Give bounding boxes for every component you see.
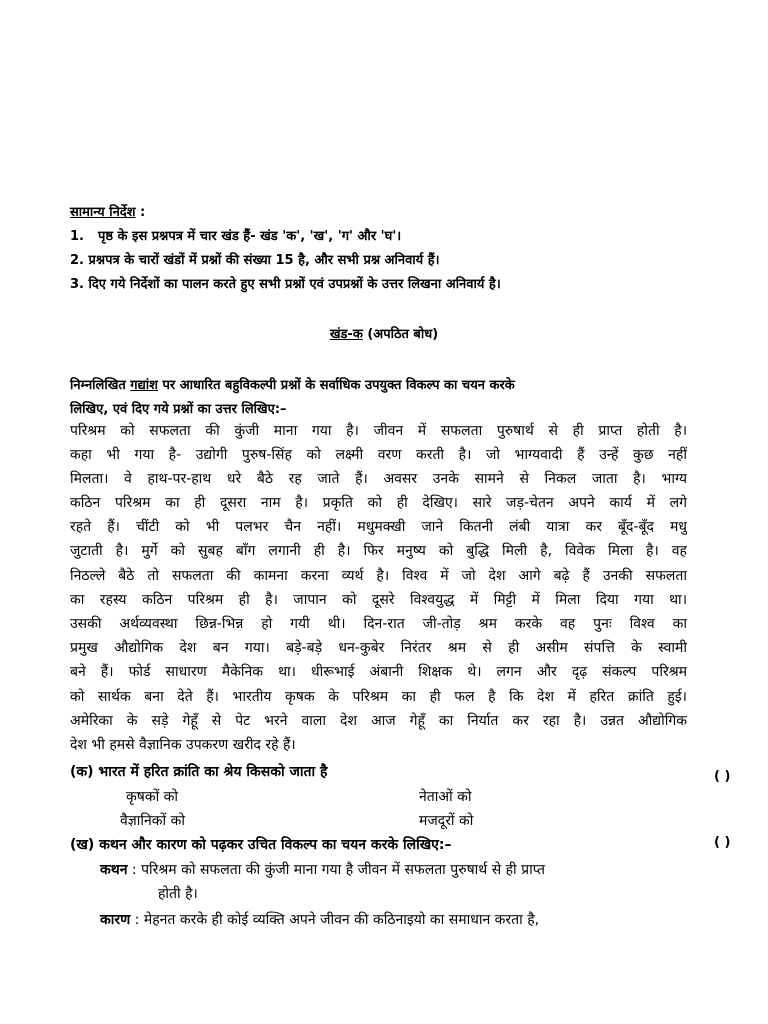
- instruction-text-after: पर आधारित बहुविकल्पी प्रश्नों के सर्वाधिक उपयुक्त विकल्प का चयन करके: [158, 378, 515, 393]
- instruction-number: 3.: [70, 277, 84, 292]
- passage-line: को सार्थक बना देते हैं। भारतीय कृषक के परिश्रम का ही फल है कि देश में हरित क्रांति हुई।: [70, 689, 687, 705]
- question-text: कथन और कारण को पढ़कर उचित विकल्प का चयन करके लिखिए:–: [94, 837, 452, 853]
- passage-line: अमेरिका के सड़े गेहूँ से पेट भरने वाला देश आज गेहूँ का निर्यात कर रहा है। उन्नत औद्योगिक: [70, 713, 687, 729]
- statement-line-2: होती है।: [158, 886, 198, 902]
- question-kha: [70, 835, 452, 854]
- statement-line-1: [100, 860, 545, 879]
- instruction-text: पृष्ठ के इस प्रश्नपत्र में चार खंड हैं- खंड 'क', 'ख', 'ग' और 'घ'।: [97, 229, 402, 244]
- section-title-text: खंड-क: [329, 327, 363, 342]
- passage-line: का रहस्य कठिन परिश्रम ही है। जापान को दूसरे विश्वयुद्ध में मिट्टी में मिला दिया गया था।: [70, 592, 687, 608]
- option-neta: नेताओं को: [419, 789, 472, 805]
- general-instructions-heading: [70, 202, 145, 220]
- reason-text: मेहनत करके ही कोई व्यक्ति अपने जीवन की कठिनाइयो का समाधान करता है,: [143, 912, 540, 928]
- question-label: (ख): [70, 837, 95, 853]
- instruction-item-3: [70, 274, 501, 292]
- question-ka: [70, 762, 327, 781]
- passage-instruction-line-1: [70, 375, 515, 393]
- passage-line: मिलता। वे हाथ-पर-हाथ धरे बैठे रह जाते हैं। अवसर उनके सामने से निकल जाता है। भाग्य: [70, 471, 687, 487]
- reason-separator: :: [130, 912, 144, 928]
- passage-line: देश भी हमसे वैज्ञानिक उपकरण खरीद रहे हैं।: [70, 737, 296, 753]
- passage-line: रहते हैं। चींटी को भी पलभर चैन नहीं। मधुमक्खी जाने कितनी लंबी यात्रा कर बूँद-बूँद मधु: [70, 519, 687, 535]
- instruction-item-2: [70, 250, 440, 268]
- statement-text: परिश्रम को सफलता की कुंजी माना गया है जीवन में सफलता पुरुषार्थ से ही प्राप्त: [141, 862, 546, 878]
- instruction-number: 1.: [70, 229, 84, 244]
- instruction-text: प्रश्नपत्र के चारों खंडों में प्रश्नों की संख्या 15 है, और सभी प्रश्न अनिवार्य हैं।: [88, 253, 440, 268]
- instruction-text-before: निम्नलिखित: [70, 378, 131, 393]
- reason-line-1: [100, 910, 539, 929]
- general-heading-suffix: :: [135, 205, 146, 220]
- statement-label: कथन: [100, 862, 128, 878]
- statement-separator: :: [127, 862, 142, 878]
- passage-line: प्रमुख औद्योगिक देश बन गया। बड़े-बड़े धन-कुबेर निरंतर श्रम से ही असीम संपत्ति के स्वामी: [70, 640, 687, 656]
- passage-line: परिश्रम को सफलता की कुंजी माना गया है। जीवन में सफलता पुरुषार्थ से ही प्राप्त होती है।: [70, 423, 687, 439]
- section-subtitle: (अपठित बोध): [362, 327, 439, 342]
- passage-line: निठल्ले बैठे तो सफलता की कामना करना व्यर्थ है। विश्व में जो देश आगे बढ़े हैं उनकी सफलता: [70, 568, 687, 584]
- answer-bracket-ka[interactable]: ( ): [714, 769, 731, 784]
- passage-line: जुटाती है। मुर्गे को सुबह बाँग लगानी ही है। फिर मनुष्य को बुद्धि मिली है, विवेक मिला है। वह: [70, 543, 687, 559]
- option-majdoor: मजदूरों को: [419, 813, 474, 829]
- reason-label: कारण: [100, 912, 131, 928]
- question-text: भारत में हरित क्रांति का श्रेय किसको जाता है: [93, 764, 328, 780]
- passage-line: उसकी अर्थव्यवस्था छिन्न-भिन्न हो गयी थी। दिन-रात जी-तोड़ श्रम करके वह पुनः विश्व का: [70, 616, 687, 632]
- instruction-text: दिए गये निर्देशों का पालन करते हुए सभी प्रश्नों एवं उपप्रश्नों के उत्तर लिखना अनिवार्य है।: [88, 277, 501, 292]
- instruction-number: 2.: [70, 253, 84, 268]
- instruction-item-1: [70, 226, 401, 244]
- question-label: (क): [70, 764, 94, 780]
- passage-line: कठिन परिश्रम का ही दूसरा नाम है। प्रकृति को ही देखिए। सारे जड़-चेतन अपने कार्य में लगे: [70, 495, 687, 511]
- general-heading-text: सामान्य निर्देश: [70, 205, 136, 220]
- answer-bracket-kha[interactable]: ( ): [714, 835, 731, 850]
- passage-line: बने हैं। फोर्ड साधारण मैकेनिक था। धीरूभाई अंबानी शिक्षक थे। लगन और दृढ़ संकल्प परिश्रम: [70, 664, 687, 680]
- instruction-underlined-word: गद्यांश: [130, 378, 159, 393]
- passage-instruction-line-2: लिखिए, एवं दिए गये प्रश्नों का उत्तर लिखिए:–: [70, 402, 287, 417]
- option-krishak: कृषकों को: [126, 789, 179, 805]
- passage-line: कहा भी गया है- उद्योगी पुरुष-सिंह को लक्ष्मी वरण करती है। जो भाग्यवादी हैं उन्हें कुछ नहीं: [70, 447, 687, 463]
- option-vaigyanik: वैज्ञानिकों को: [120, 813, 185, 829]
- section-title: [0, 324, 768, 342]
